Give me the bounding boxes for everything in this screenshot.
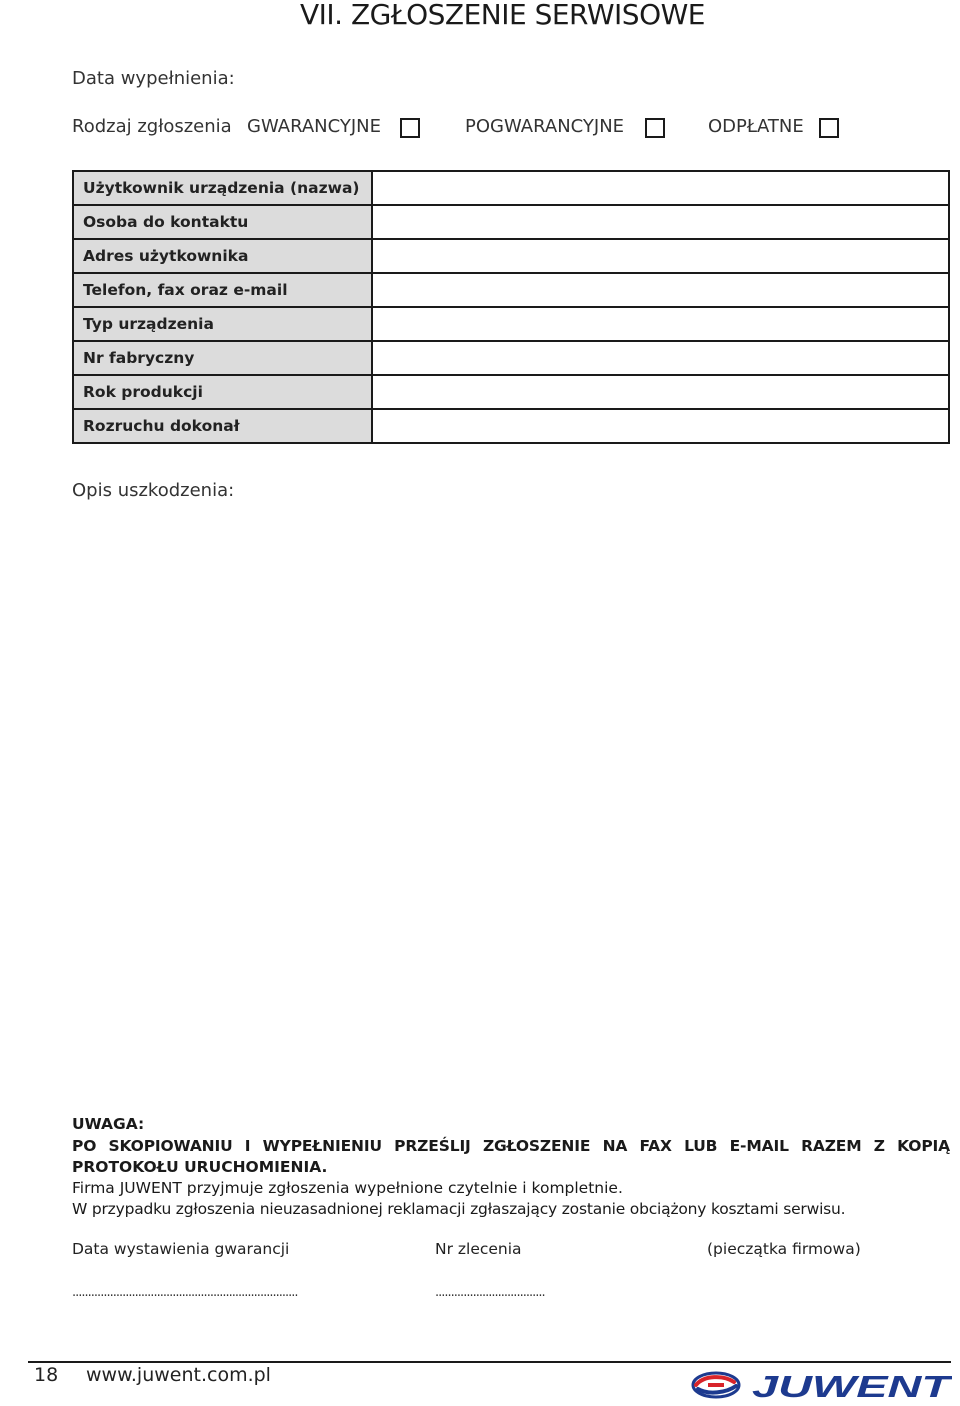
- table-row: [73, 273, 949, 307]
- request-type-label: Rodzaj zgłoszenia: [72, 116, 232, 137]
- notice-instruction-line: PO SKOPIOWANIU I WYPEŁNIENIU PRZEŚLIJ ZGŁOSZENIE NA FAX LUB E-MAIL RAZEM Z KOPIĄ: [72, 1137, 950, 1155]
- contact-person-field[interactable]: [372, 205, 949, 239]
- user-name-field[interactable]: [372, 171, 949, 205]
- option-paid-label: ODPŁATNE: [708, 116, 804, 137]
- warranty-date-field[interactable]: ........................................................................: [72, 1285, 298, 1300]
- company-stamp-label: (pieczątka firmowa): [707, 1240, 861, 1258]
- juwent-brand-text: JUWENT: [752, 1369, 952, 1401]
- notice-legibility-text: Firma JUWENT przyjmuje zgłoszenia wypełnione czytelnie i kompletnie.: [72, 1179, 623, 1197]
- address-field[interactable]: [372, 239, 949, 273]
- phone-field[interactable]: [372, 273, 949, 307]
- option-post-warranty-label: POGWARANCYJNE: [465, 116, 625, 137]
- serial-number-field[interactable]: [372, 341, 949, 375]
- warranty-date-label: Data wystawienia gwarancji: [72, 1240, 290, 1258]
- notice-cost-text: W przypadku zgłoszenia nieuzasadnionej reklamacji zgłaszający zostanie obciążony kosztami serwisu.: [72, 1200, 846, 1218]
- option-warranty-label: GWARANCYJNE: [247, 116, 382, 137]
- notice-heading: UWAGA:: [72, 1115, 145, 1133]
- order-number-label: Nr zlecenia: [435, 1240, 522, 1258]
- page-title: VII. ZGŁOSZENIE SERWISOWE: [300, 0, 705, 31]
- row-label-production-year: Rok produkcji: [73, 375, 372, 409]
- page-number: 18: [34, 1364, 59, 1386]
- device-type-field[interactable]: [372, 307, 949, 341]
- damage-description-area[interactable]: [72, 510, 950, 1100]
- request-type-row: [72, 116, 952, 142]
- notice-instruction-line-2: PROTOKOŁU URUCHOMIENIA.: [72, 1158, 328, 1176]
- commissioned-by-field[interactable]: [372, 409, 949, 443]
- row-label-phone: Telefon, fax oraz e-mail: [73, 273, 372, 307]
- row-label-device-type: Typ urządzenia: [73, 307, 372, 341]
- footer-divider: [28, 1361, 951, 1363]
- table-row: [73, 307, 949, 341]
- fill-date-label: Data wypełnienia:: [72, 68, 235, 89]
- damage-description-label: Opis uszkodzenia:: [72, 480, 235, 501]
- table-row: [73, 409, 949, 443]
- website-link[interactable]: www.juwent.com.pl: [86, 1364, 271, 1386]
- row-label-commissioned-by: Rozruchu dokonał: [73, 409, 372, 443]
- row-label-contact-person: Osoba do kontaktu: [73, 205, 372, 239]
- table-row: [73, 239, 949, 273]
- row-label-serial-number: Nr fabryczny: [73, 341, 372, 375]
- row-label-address: Adres użytkownika: [73, 239, 372, 273]
- paid-checkbox[interactable]: [819, 118, 839, 138]
- table-row: [73, 171, 949, 205]
- table-row: [73, 341, 949, 375]
- device-info-table: [72, 170, 950, 444]
- order-number-field[interactable]: ...................................: [435, 1285, 545, 1300]
- row-label-user-name: Użytkownik urządzenia (nazwa): [73, 171, 372, 205]
- production-year-field[interactable]: [372, 375, 949, 409]
- warranty-checkbox[interactable]: [400, 118, 420, 138]
- notice-block: [72, 1114, 950, 1220]
- table-row: [73, 375, 949, 409]
- post-warranty-checkbox[interactable]: [645, 118, 665, 138]
- juwent-logo-mark-icon: [690, 1369, 952, 1401]
- juwent-logo: [690, 1369, 952, 1401]
- table-row: [73, 205, 949, 239]
